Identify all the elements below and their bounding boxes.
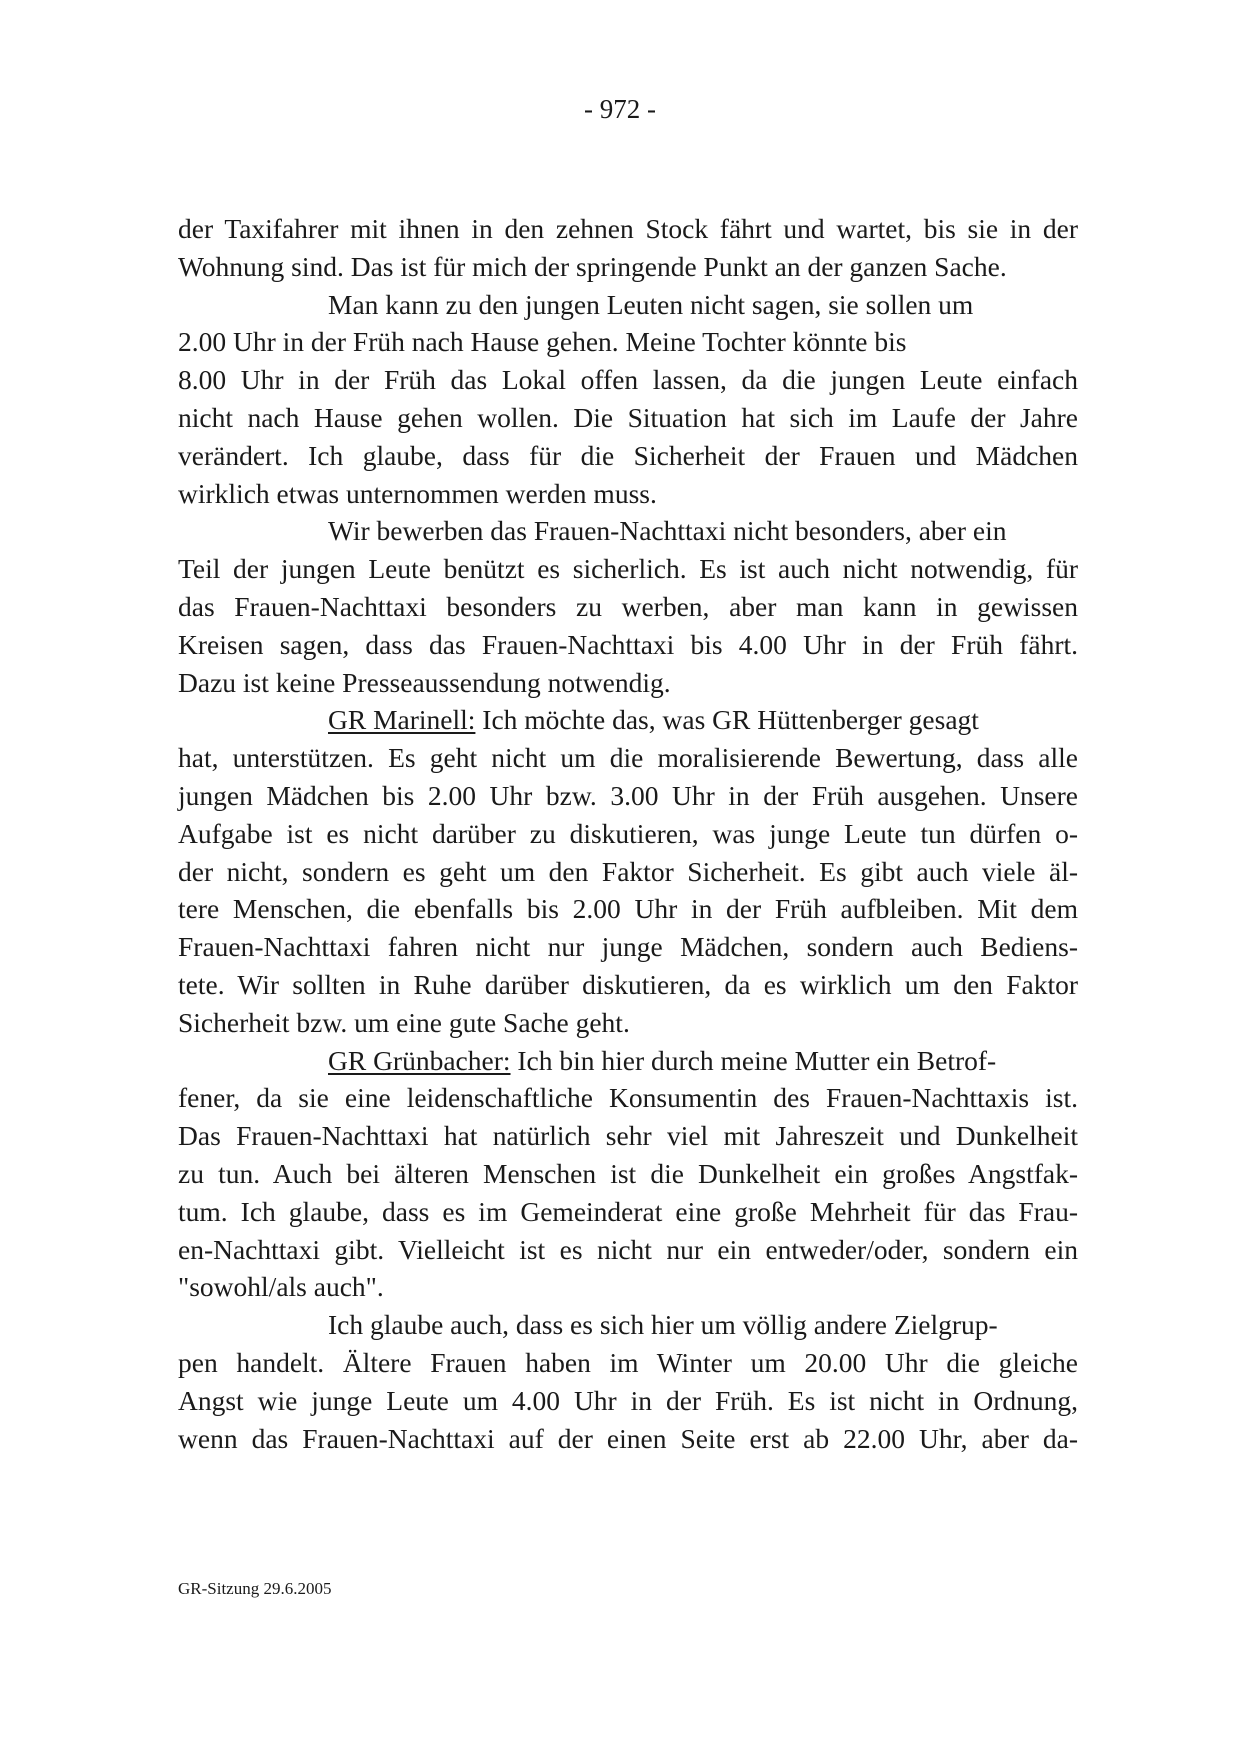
text-line: der Taxifahrer mit ihnen in den zehnen Stock fährt und wartet, bis sie in der <box>178 213 1078 244</box>
text-line: tum. Ich glaube, dass es im Gemeinderat eine große Mehrheit für das Frau- <box>178 1195 1078 1227</box>
text-line: zu tun. Auch bei älteren Menschen ist die Dunkelheit ein großes Angstfak- <box>178 1157 1078 1189</box>
text-line: Sicherheit bzw. um eine gute Sache geht. <box>178 1006 630 1038</box>
text-fragment: Ich bin hier durch meine Mutter ein Betrof- <box>510 1044 997 1076</box>
speaker-name: GR Marinell: <box>328 704 476 736</box>
text-line: hat, unterstützen. Es geht nicht um die moralisierende Bewertung, dass alle <box>178 742 1078 774</box>
page-footer: GR-Sitzung 29.6.2005 <box>178 1579 332 1598</box>
text-line: Wohnung sind. Das ist für mich der springende Punkt an der ganzen Sache. <box>178 250 1007 282</box>
text-line: das Frauen-Nachttaxi besonders zu werben, aber man kann in gewissen <box>178 590 1078 622</box>
text-line: pen handelt. Ältere Frauen haben im Winter um 20.00 Uhr die gleiche <box>178 1346 1078 1378</box>
text-line: tete. Wir sollten in Ruhe darüber diskutieren, da es wirklich um den Faktor <box>178 968 1078 1000</box>
text-line: fener, da sie eine leidenschaftliche Konsumentin des Frauen-Nachttaxis ist. <box>178 1082 1078 1114</box>
text-fragment: Ich möchte das, was GR Hüttenberger gesagt <box>475 704 979 736</box>
text-line: en-Nachttaxi gibt. Vielleicht ist es nicht nur ein entweder/oder, sondern ein <box>178 1233 1078 1265</box>
text-line: Frauen-Nachttaxi fahren nicht nur junge Mädchen, sondern auch Bediens- <box>178 931 1078 963</box>
text-line: 2.00 Uhr in der Früh nach Hause gehen. Meine Tochter könnte bis <box>178 326 907 358</box>
text-line: Kreisen sagen, dass das Frauen-Nachttaxi bis 4.00 Uhr in der Früh fährt. <box>178 628 1078 660</box>
text-line: 8.00 Uhr in der Früh das Lokal offen lassen, da die jungen Leute einfach <box>178 364 1078 396</box>
text-line: Angst wie junge Leute um 4.00 Uhr in der Früh. Es ist nicht in Ordnung, <box>178 1384 1078 1416</box>
text-line: "sowohl/als auch". <box>178 1271 384 1303</box>
text-line: tere Menschen, die ebenfalls bis 2.00 Uhr in der Früh aufbleiben. Mit dem <box>178 893 1078 925</box>
speaker-paragraph-gruenbacher <box>178 1042 1078 1080</box>
speaker-paragraph-marinell <box>178 701 1078 739</box>
paragraph-start: Wir bewerben das Frauen-Nachttaxi nicht besonders, aber ein <box>328 515 1007 547</box>
speaker-name: GR Grünbacher: <box>328 1044 511 1076</box>
paragraph-start: Man kann zu den jungen Leuten nicht sagen, sie sollen um <box>328 288 974 320</box>
text-line: Aufgabe ist es nicht darüber zu diskutieren, was junge Leute tun dürfen o- <box>178 817 1078 849</box>
text-line: Das Frauen-Nachttaxi hat natürlich sehr viel mit Jahreszeit und Dunkelheit <box>178 1120 1078 1152</box>
text-line: Teil der jungen Leute benützt es sicherlich. Es ist auch nicht notwendig, für <box>178 553 1078 585</box>
text-line: der nicht, sondern es geht um den Faktor Sicherheit. Es gibt auch viele äl- <box>178 855 1078 887</box>
text-line: wirklich etwas unternommen werden muss. <box>178 477 657 509</box>
paragraph-start: Ich glaube auch, dass es sich hier um völlig andere Zielgrup- <box>328 1309 998 1341</box>
document-body <box>178 210 1078 1457</box>
text-line: wenn das Frauen-Nachttaxi auf der einen Seite erst ab 22.00 Uhr, aber da- <box>178 1422 1078 1454</box>
page-number: - 972 - <box>584 94 656 124</box>
text-line: verändert. Ich glaube, dass für die Sicherheit der Frauen und Mädchen <box>178 439 1078 471</box>
text-line: jungen Mädchen bis 2.00 Uhr bzw. 3.00 Uhr in der Früh ausgehen. Unsere <box>178 779 1078 811</box>
text-line: nicht nach Hause gehen wollen. Die Situation hat sich im Laufe der Jahre <box>178 401 1078 433</box>
text-line: Dazu ist keine Presseaussendung notwendig. <box>178 666 671 698</box>
